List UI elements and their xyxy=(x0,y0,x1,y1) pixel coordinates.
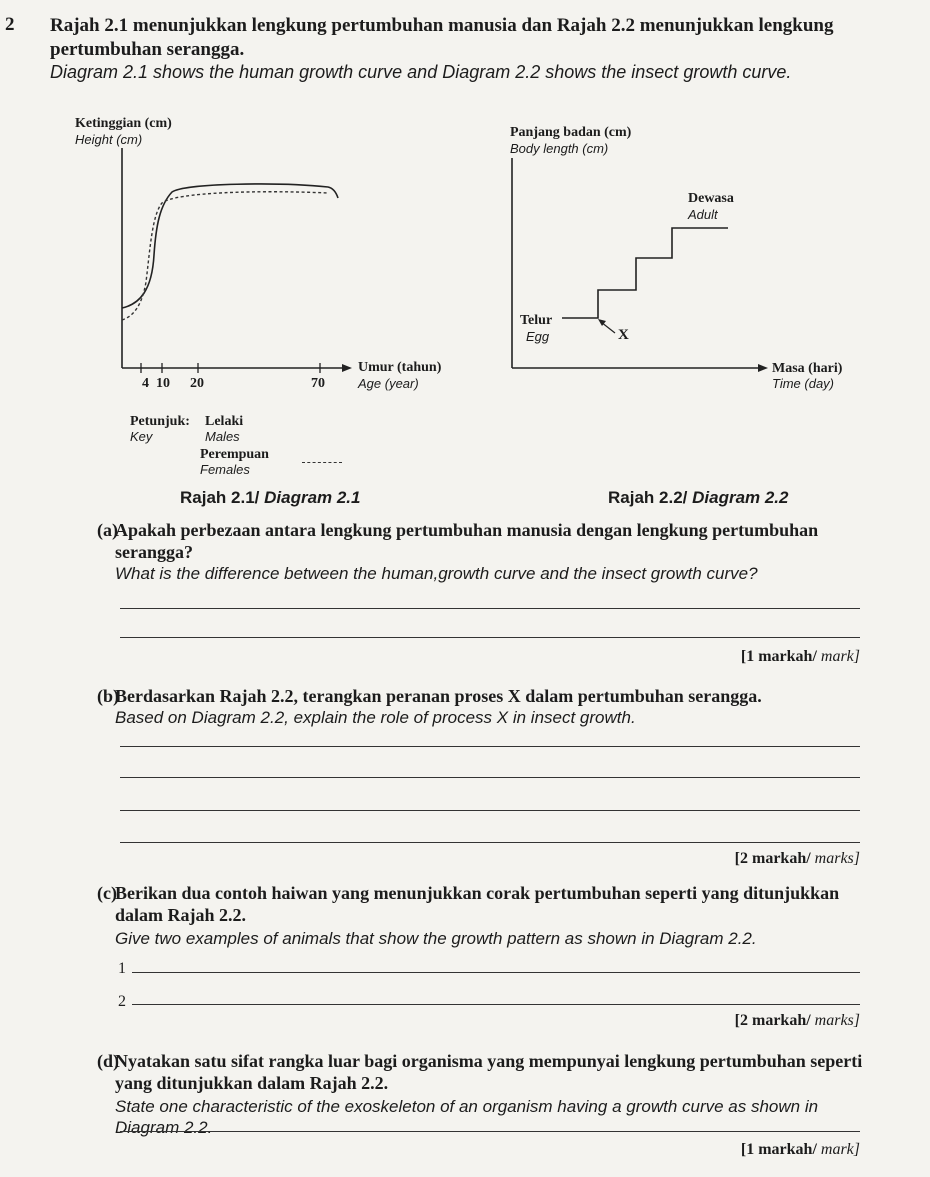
part-d-text-en: State one characteristic of the exoskeleton of an organism having a growth curve as shown in Diagram 2.2. xyxy=(115,1097,819,1137)
part-d xyxy=(97,1050,875,1138)
diagram1-tick-label-4: 4 xyxy=(142,376,149,391)
part-a-marks: [1 markah/ mark] xyxy=(740,648,860,665)
part-d-text-ms: Nyatakan satu sifat rangka luar bagi organisma yang mempunyai lengkung pertumbuhan seperti yang ditunjukkan dalam Rajah 2.2. xyxy=(115,1051,863,1093)
diagram2-xlabel-ms: Masa (hari) xyxy=(772,361,843,376)
diagram1-xlabel-en: Age (year) xyxy=(358,376,419,391)
question-number: 2 xyxy=(5,14,15,35)
diagram2-x-arrow xyxy=(758,364,768,372)
key-males-ms: Lelaki xyxy=(205,414,244,429)
key-females-line xyxy=(302,462,342,463)
key-label-ms: Petunjuk: xyxy=(130,414,190,429)
diagram1-caption: Rajah 2.1/ Diagram 2.1 xyxy=(180,488,361,507)
part-d-answer-line-1[interactable] xyxy=(120,1131,860,1132)
part-d-marks: [1 markah/ mark] xyxy=(740,1141,860,1158)
diagram2-caption: Rajah 2.2/ Diagram 2.2 xyxy=(608,488,789,507)
part-a-label: (a) xyxy=(97,520,118,540)
part-b-label: (b) xyxy=(97,686,119,706)
diagram2-ylabel-en: Body length (cm) xyxy=(510,141,609,156)
part-b-answer-line-2[interactable] xyxy=(120,777,860,778)
key-males-en: Males xyxy=(205,429,240,444)
diagram2-adult-ms: Dewasa xyxy=(688,191,734,206)
diagram2-ylabel-ms: Panjang badan (cm) xyxy=(510,125,632,140)
part-b xyxy=(97,685,875,728)
diagram2-egg-en: Egg xyxy=(526,329,550,344)
question-text-en: Diagram 2.1 shows the human growth curve and Diagram 2.2 shows the insect growth curve. xyxy=(50,62,792,82)
part-c-answer-line-2[interactable] xyxy=(132,1004,860,1005)
diagram1-tick-label-10: 10 xyxy=(156,376,170,391)
part-b-text-en: Based on Diagram 2.2, explain the role of process X in insect growth. xyxy=(115,708,636,727)
question-text-ms: Rajah 2.1 menunjukkan lengkung pertumbuhan manusia dan Rajah 2.2 menunjukkan lengkung pertumbuhan serangga. xyxy=(50,15,834,60)
diagram1-tick-label-20: 20 xyxy=(190,376,204,391)
part-c-line-1-number: 1 xyxy=(118,960,126,977)
part-b-answer-line-1[interactable] xyxy=(120,746,860,747)
key-label-en: Key xyxy=(130,429,153,444)
part-c-answer-line-1[interactable] xyxy=(132,972,860,973)
part-c xyxy=(97,882,875,949)
diagram1-ylabel-ms: Ketinggian (cm) xyxy=(75,116,172,131)
part-a-text-ms: Apakah perbezaan antara lengkung pertumbuhan manusia dengan lengkung pertumbuhan serangga? xyxy=(115,520,819,562)
part-a-text-en: What is the difference between the human,growth curve and the insect growth curve? xyxy=(115,564,758,583)
diagram2-adult-en: Adult xyxy=(688,207,718,222)
part-a-answer-line-1[interactable] xyxy=(120,608,860,609)
part-c-label: (c) xyxy=(97,883,117,903)
part-c-marks: [2 markah/ marks] xyxy=(734,1012,860,1029)
diagram2-graph xyxy=(0,0,930,400)
diagram1-ylabel-en: Height (cm) xyxy=(75,132,143,147)
part-c-line-2-number: 2 xyxy=(118,993,126,1010)
diagram1-xlabel-ms: Umur (tahun) xyxy=(358,360,442,375)
part-b-answer-line-3[interactable] xyxy=(120,810,860,811)
part-b-answer-line-4[interactable] xyxy=(120,842,860,843)
diagram2-staircase xyxy=(562,228,728,318)
part-b-marks: [2 markah/ marks] xyxy=(734,850,860,867)
part-b-text-ms: Berdasarkan Rajah 2.2, terangkan peranan proses X dalam pertumbuhan serangga. xyxy=(115,686,762,706)
key-females-ms: Perempuan xyxy=(200,447,269,462)
part-d-label: (d) xyxy=(97,1051,119,1071)
diagram2-egg-ms: Telur xyxy=(520,313,553,328)
diagram1-tick-label-70: 70 xyxy=(311,376,325,391)
part-c-text-en: Give two examples of animals that show the growth pattern as shown in Diagram 2.2. xyxy=(115,929,757,948)
diagram2-xlabel-en: Time (day) xyxy=(772,376,835,391)
part-c-text-ms: Berikan dua contoh haiwan yang menunjukkan corak pertumbuhan seperti yang ditunjukkan dalam Rajah 2.2. xyxy=(115,883,840,925)
key-females-en: Females xyxy=(200,462,250,477)
part-a xyxy=(97,519,875,584)
part-a-answer-line-2[interactable] xyxy=(120,637,860,638)
diagram2-x-label: X xyxy=(618,327,629,343)
